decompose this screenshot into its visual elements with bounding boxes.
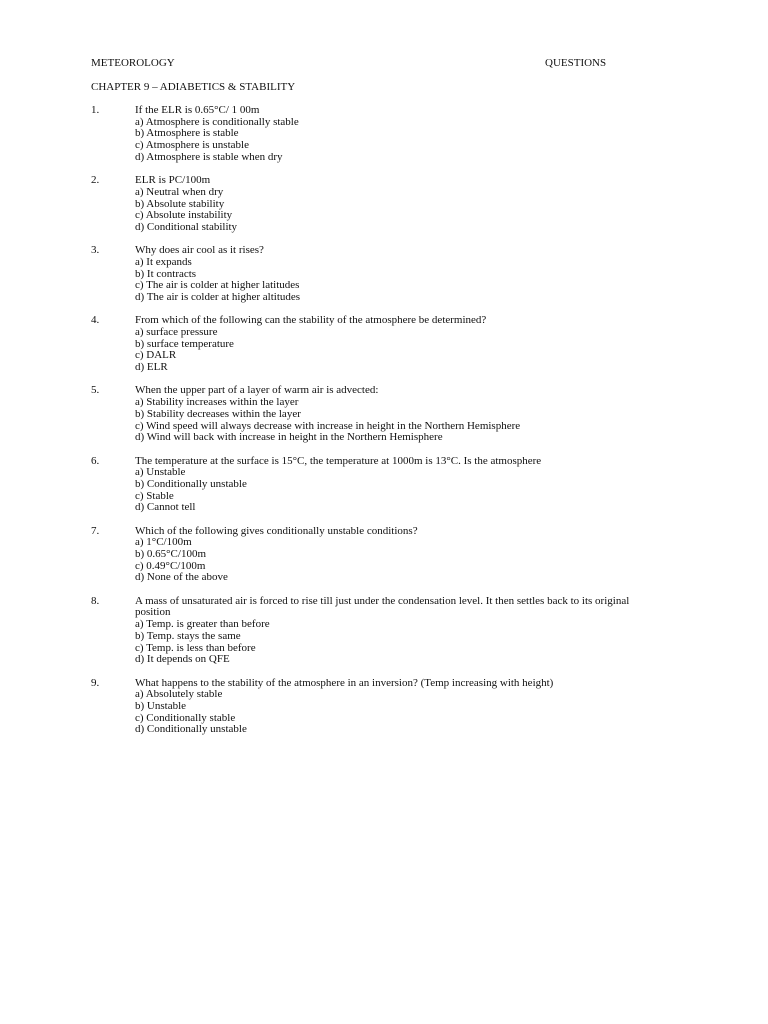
answer-option: a) surface pressure (135, 326, 218, 339)
question-number: 4. (91, 314, 100, 327)
question-number: 7. (91, 524, 100, 537)
answer-option: b) Stability decreases within the layer (135, 407, 301, 420)
answer-option: b) Unstable (135, 699, 187, 712)
answer-option: b) 0.65°C/100m (135, 548, 207, 561)
question-body (135, 385, 635, 444)
question-text: Why does air cool as it rises? (135, 244, 264, 257)
question-body (135, 526, 635, 585)
chapter-title: CHAPTER 9 – ADIABETICS & STABILITY (91, 81, 296, 93)
answer-option: c) Temp. is less than before (135, 641, 256, 654)
answer-option: b) surface temperature (135, 337, 234, 350)
question-number: 9. (91, 676, 100, 689)
question-item (0, 456, 768, 515)
question-text: A mass of unsaturated air is forced to rise till just under the condensation level. It then settles back to its original position (135, 594, 630, 619)
question-number: 3. (91, 244, 100, 257)
question-body (135, 596, 635, 666)
question-number: 5. (91, 384, 100, 397)
answer-option: c) DALR (135, 349, 177, 362)
answer-option: c) 0.49°C/100m (135, 559, 206, 572)
answer-option: a) It expands (135, 255, 192, 268)
answer-option: d) It depends on QFE (135, 653, 230, 666)
answer-option: c) Atmosphere is unstable (135, 139, 249, 152)
question-number: 1. (91, 104, 100, 116)
question-item (0, 315, 768, 374)
answer-option: d) Wind will back with increase in height in the Northern Hemisphere (135, 431, 443, 444)
answer-option: a) Stability increases within the layer (135, 396, 299, 409)
answer-option: b) Temp. stays the same (135, 629, 241, 642)
question-list (0, 105, 768, 748)
answer-option: c) Absolute instability (135, 209, 233, 222)
question-item (0, 526, 768, 585)
question-item (0, 105, 768, 164)
question-text: If the ELR is 0.65°C/ 1 00m (135, 104, 260, 116)
answer-option: d) Cannot tell (135, 501, 196, 514)
question-body (135, 456, 635, 515)
answer-option: b) Conditionally unstable (135, 477, 247, 490)
question-body (135, 315, 635, 374)
question-item (0, 245, 768, 304)
answer-option: d) None of the above (135, 571, 228, 584)
question-text: When the upper part of a layer of warm air is advected: (135, 384, 379, 397)
answer-option: a) Neutral when dry (135, 185, 224, 198)
question-number: 2. (91, 174, 100, 187)
answer-option: d) Conditional stability (135, 220, 238, 233)
question-item (0, 596, 768, 666)
question-number: 6. (91, 454, 100, 467)
question-body (135, 245, 635, 304)
answer-option: c) Conditionally stable (135, 711, 236, 724)
answer-option: b) Absolute stability (135, 197, 225, 210)
answer-option: b) It contracts (135, 267, 197, 280)
question-text: Which of the following gives conditionally unstable conditions? (135, 524, 418, 537)
answer-option: b) Atmosphere is stable (135, 127, 239, 140)
answer-option: d) ELR (135, 361, 168, 374)
question-body (135, 678, 635, 737)
question-item (0, 175, 768, 234)
answer-option: d) The air is colder at higher altitudes (135, 291, 301, 304)
question-text: From which of the following can the stability of the atmosphere be determined? (135, 314, 487, 327)
answer-option: d) Conditionally unstable (135, 723, 247, 736)
answer-option: c) Wind speed will always decrease with increase in height in the Northern Hemisphere (135, 419, 521, 432)
answer-option: a) Unstable (135, 466, 186, 479)
answer-option: a) Atmosphere is conditionally stable (135, 115, 299, 128)
question-item (0, 678, 768, 737)
question-text: ELR is PC/100m (135, 174, 211, 187)
answer-option: c) The air is colder at higher latitudes (135, 279, 300, 292)
answer-option: c) Stable (135, 489, 174, 502)
section-heading: QUESTIONS (545, 57, 607, 69)
question-text: What happens to the stability of the atmosphere in an inversion? (Temp increasing with height) (135, 676, 554, 689)
question-number: 8. (91, 594, 100, 607)
answer-option: d) Atmosphere is stable when dry (135, 150, 283, 163)
answer-option: a) 1°C/100m (135, 536, 192, 549)
subject-heading: METEOROLOGY (91, 57, 175, 69)
question-text: The temperature at the surface is 15°C, the temperature at 1000m is 13°C. Is the atmosphere (135, 454, 542, 467)
question-body (135, 175, 635, 234)
answer-option: a) Absolutely stable (135, 688, 223, 701)
question-item (0, 385, 768, 444)
answer-option: a) Temp. is greater than before (135, 618, 270, 631)
question-body (135, 105, 635, 164)
